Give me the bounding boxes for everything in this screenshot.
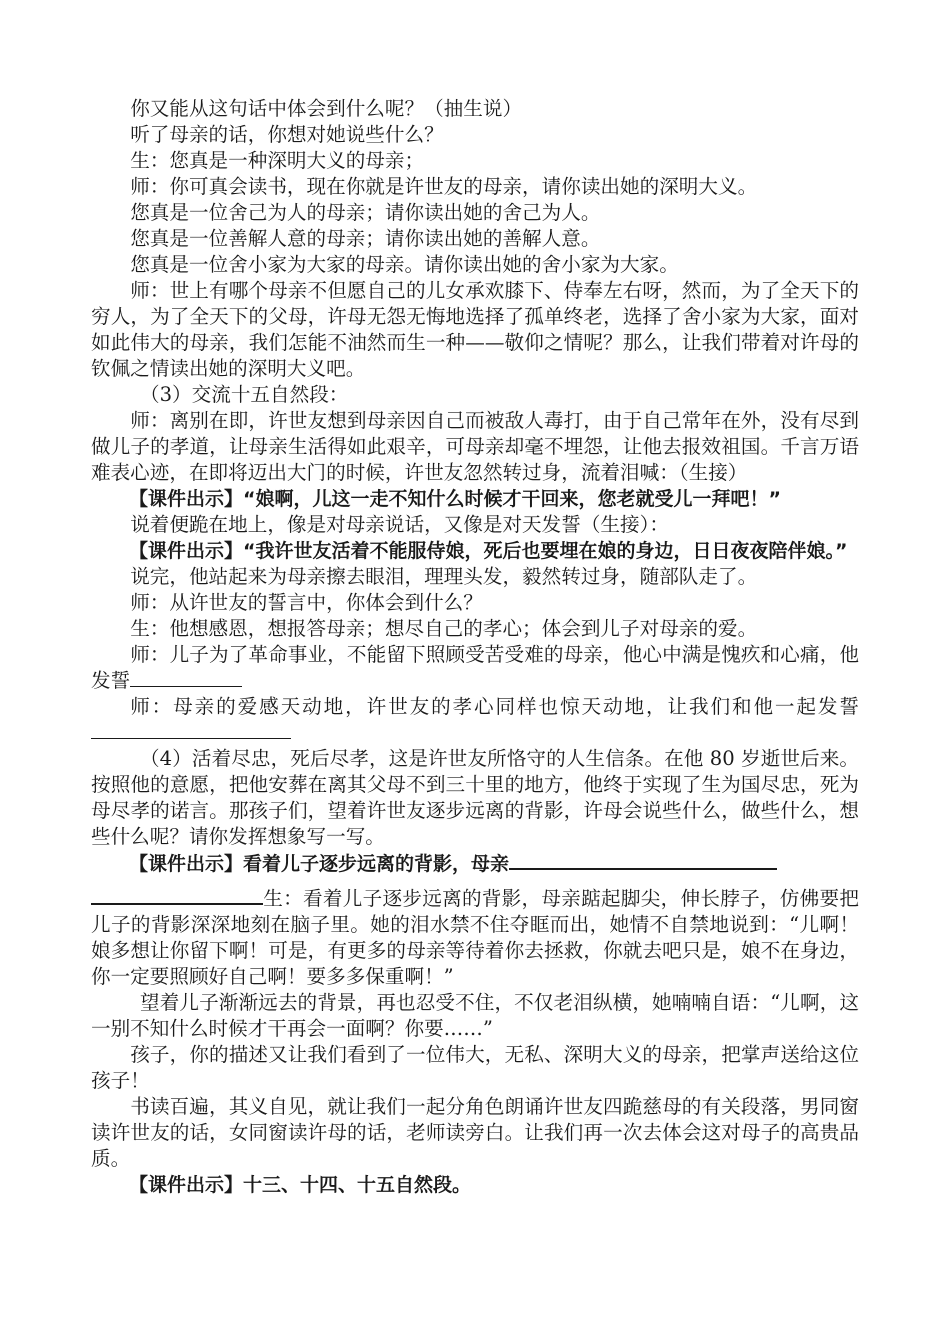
fill-blank[interactable] <box>130 668 242 687</box>
paragraph: 师：世上有哪个母亲不但愿自己的儿女承欢膝下、侍奉左右呀，然而，为了全天下的穷人，为了全天下的父母，许母无怨无悔地选择了孤单终老，选择了舍小家为大家，面对如此伟大的母亲，我们怎能不油然而生一种——敬仰之情呢？那么，让我们带着对许母的钦佩之情读出她的深明大义吧。 <box>91 279 859 380</box>
paragraph: 师：离别在即，许世友想到母亲因自己而被敌人毒打，由于自己常年在外，没有尽到做儿子的孝道，让母亲生活得如此艰辛，可母亲却毫不埋怨，让他去报效祖国。千言万语难表心迹，在即将迈出大门的时候，许世友忽然转过身，流着泪喊：（生接） <box>91 409 859 484</box>
courseware-prompt <box>91 850 859 877</box>
paragraph: 说着便跪在地上，像是对母亲说话，又像是对天发誓（生接）： <box>130 513 670 536</box>
paragraph: 生：他想感恩，想报答母亲；想尽自己的孝心；体会到儿子对母亲的爱。 <box>130 617 758 640</box>
paragraph-text: 师：儿子为了革命事业，不能留下照顾受苦受难的母亲，他心中满是愧疚和心痛，他发誓 <box>91 643 859 692</box>
paragraph-text: 【课件出示】看着儿子逐步远离的背影，母亲 <box>129 853 510 875</box>
courseware-quote: 【课件出示】“娘啊，儿这一走不知什么时候才干回来，您老就受儿一拜吧！” <box>129 488 781 510</box>
paragraph-with-blank <box>91 694 859 746</box>
paragraph: 听了母亲的话，你想对她说些什么？ <box>130 123 444 146</box>
paragraph-text: 师：母亲的爱感天动地，许世友的孝心同样也惊天动地，让我们和他一起发誓 <box>130 695 859 718</box>
paragraph: 你又能从这句话中体会到什么呢？（抽生说） <box>130 97 523 120</box>
fill-blank[interactable] <box>509 850 777 870</box>
paragraph: （4）活着尽忠，死后尽孝，这是许世友所恪守的人生信条。在他 80 岁逝世后来。按照他的意愿，把他安葬在离其父母不到三十里的地方，他终于实现了生为国尽忠，死为母尽孝的诺言。那孩子们，望着许世友逐步远离的背影，许母会说些什么，做些什么，想些什么呢？请你发挥想象写一写。 <box>91 747 859 848</box>
paragraph: 孩子，你的描述又让我们看到了一位伟大，无私、深明大义的母亲，把掌声送给这位孩子！ <box>91 1043 859 1092</box>
paragraph: 说完，他站起来为母亲擦去眼泪，理理头发，毅然转过身，随部队走了。 <box>130 565 758 588</box>
courseware-prompt: 【课件出示】十三、十四、十五自然段。 <box>129 1174 472 1196</box>
paragraph: 您真是一位舍小家为大家的母亲。请你读出她的舍小家为大家。 <box>130 253 679 276</box>
paragraph: 师：你可真会读书，现在你就是许世友的母亲，请你读出她的深明大义。 <box>130 175 758 198</box>
courseware-quote: 【课件出示】“我许世友活着不能服侍娘，死后也要埋在娘的身边，日日夜夜陪伴娘。” <box>129 540 848 562</box>
paragraph: 书读百遍，其义自见，就让我们一起分角色朗诵许世友四跪慈母的有关段落，男同窗读许世友的话，女同窗读许母的话，老师读旁白。让我们再一次去体会这对母子的高贵品质。 <box>91 1095 859 1170</box>
paragraph: 师：从许世友的誓言中，你体会到什么？ <box>130 591 483 614</box>
fill-blank[interactable] <box>91 720 291 739</box>
paragraph: 您真是一位善解人意的母亲；请你读出她的善解人意。 <box>130 227 601 250</box>
section-heading: （3）交流十五自然段： <box>140 383 349 406</box>
paragraph-with-blank <box>91 885 859 990</box>
paragraph: 您真是一位舍己为人的母亲；请你读出她的舍己为人。 <box>130 201 601 224</box>
paragraph: 望着儿子渐渐远去的背景，再也忍受不住，不仅老泪纵横，她喃喃自语：“儿啊，这一别不知什么时候才干再会一面啊？你要……” <box>91 991 859 1040</box>
paragraph-with-blank <box>91 642 859 694</box>
fill-blank[interactable] <box>91 885 263 905</box>
paragraph-text: 生：看着儿子逐步远离的背影，母亲踮起脚尖，伸长脖子，仿佛要把儿子的背影深深地刻在脑子里。她的泪水禁不住夺眶而出，她情不自禁地说到：“儿啊！娘多想让你留下啊！可是，有更多的母亲等待着你去拯救，你就去吧只是，娘不在身边，你一定要照顾好自己啊！要多多保重啊！” <box>91 887 859 988</box>
document-body <box>91 96 859 1198</box>
paragraph: 生：您真是一种深明大义的母亲； <box>130 149 425 172</box>
